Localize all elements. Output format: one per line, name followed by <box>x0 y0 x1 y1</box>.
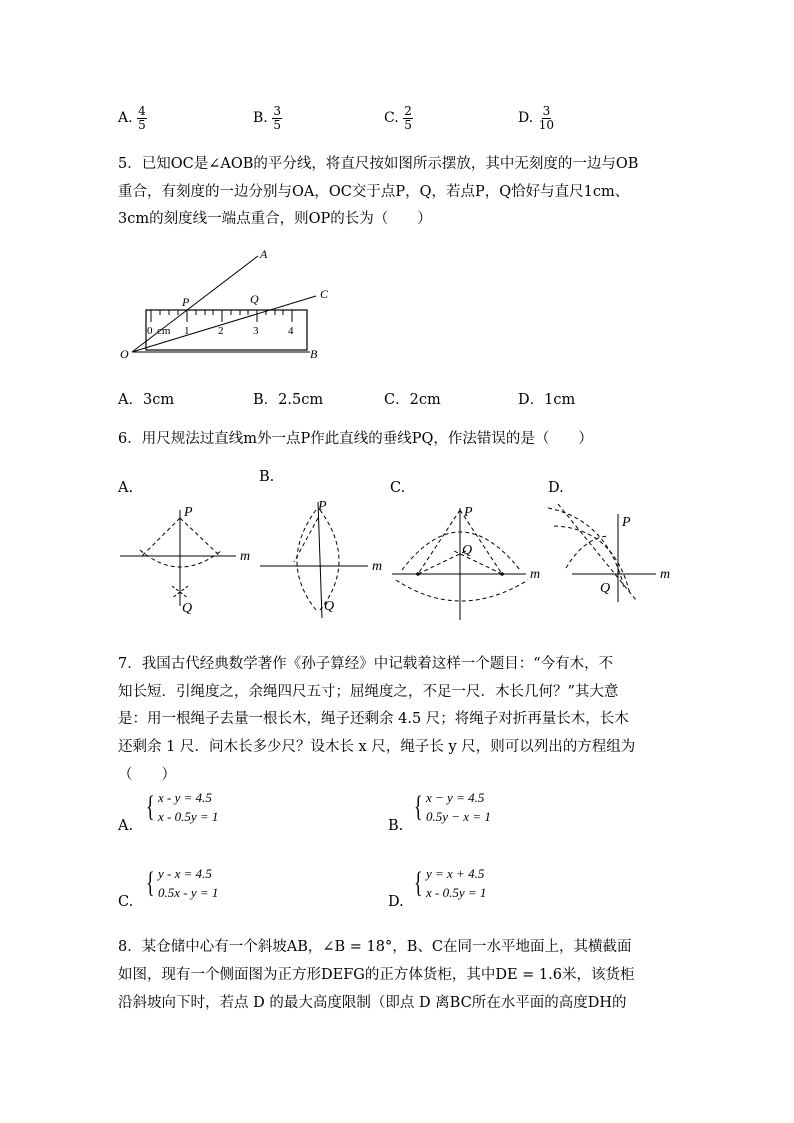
svg-text:Q: Q <box>600 581 611 596</box>
ruler-unit: cm <box>157 325 171 337</box>
q4-option-d: D. $\frac{3}{10}$ <box>518 103 555 132</box>
q6-option-a-label: A. <box>118 480 134 496</box>
label-p: P <box>182 295 190 309</box>
q8-line-1: 8．某仓储中心有一个斜坡AB，∠B = 18°，B、C在同一水平地面上，其横截面 <box>118 939 632 955</box>
label-a: A <box>260 247 268 261</box>
q4-option-a-fraction: $\frac{4}{5}$ <box>138 103 146 132</box>
label-c: C <box>320 287 329 301</box>
q5-option-d: D．1cm <box>518 392 576 408</box>
q7-line-5: （ ） <box>118 767 176 783</box>
label-o: O <box>120 347 129 361</box>
q5-ruler-figure <box>110 244 350 366</box>
svg-text:m: m <box>240 549 251 564</box>
svg-text:Q: Q <box>182 601 193 616</box>
q6-figure-b <box>258 492 388 622</box>
q8-line-2: 如图，现有一个侧面图为正方形DEFG的正方体货柜，其中DE = 1.6米，该货柜 <box>118 967 635 983</box>
q6-stem: 6．用尺规法过直线m外一点P作此直线的垂线PQ，作法错误的是（ ） <box>118 431 593 447</box>
q4-option-b: B. $\frac{3}{5}$ <box>253 103 281 132</box>
q6-option-c-label: C. <box>390 480 406 496</box>
svg-text:m: m <box>660 567 671 582</box>
q6-figure-c <box>388 498 548 623</box>
q5-option-a: A．3cm <box>118 392 175 408</box>
q7-option-b-system: { x − y = 4.5 0.5y − x = 1 <box>414 790 491 824</box>
q6-figure-a <box>114 498 264 618</box>
q4-option-a: A. $\frac{4}{5}$ <box>118 103 146 132</box>
label-b: B <box>310 347 318 361</box>
svg-text:m: m <box>530 567 541 582</box>
svg-text:P: P <box>318 499 327 514</box>
q5-line-1: 5．已知OC是∠AOB的平分线，将直尺按如图所示摆放，其中无刻度的一边与OB <box>118 156 639 172</box>
label-q: Q <box>250 292 259 306</box>
q8-line-3: 沿斜坡向下时，若点 D 的最大高度限制（即点 D 离BC所在水平面的高度DH的 <box>118 995 627 1011</box>
svg-text:P: P <box>622 515 631 530</box>
q7-line-1: 7．我国古代经典数学著作《孙子算经》中记载着这样一个题目：“今有木，不 <box>118 656 614 672</box>
q5-option-b: B．2.5cm <box>253 392 324 408</box>
svg-text:P: P <box>184 505 193 520</box>
q6-option-d-label: D. <box>548 480 564 496</box>
q7-option-c-label: C. <box>118 894 134 910</box>
ray-oa <box>132 256 258 352</box>
q5-option-c: C．2cm <box>384 392 441 408</box>
ruler-tick-4: 4 <box>288 325 294 337</box>
q5-line-3: 3cm的刻度线一端点重合，则OP的长为（ ） <box>118 211 432 227</box>
q4-option-b-fraction: $\frac{3}{5}$ <box>273 103 281 132</box>
q7-option-c-system: { y - x = 4.5 0.5x - y = 1 <box>146 866 219 900</box>
q7-line-4: 还剩余 1 尺．问木长多少尺？设木长 x 尺，绳子长 y 尺，则可以列出的方程组为 <box>118 739 636 755</box>
q6-figure-d <box>544 498 684 608</box>
svg-text:Q: Q <box>462 543 473 558</box>
q4-option-c-fraction: $\frac{2}{5}$ <box>404 103 412 132</box>
q7-option-a-system: { x - y = 4.5 x - 0.5y = 1 <box>146 790 219 824</box>
ruler-tick-2: 2 <box>218 325 224 337</box>
ruler-tick-0: 0 <box>147 325 153 337</box>
q6-option-b-label: B. <box>259 469 275 485</box>
q5-line-2: 重合，有刻度的一边分别与OA，OC交于点P，Q，若点P，Q恰好与直尺1cm、 <box>118 184 630 200</box>
q4-option-d-fraction: $\frac{3}{10}$ <box>538 103 555 132</box>
q4-option-c: C. $\frac{2}{5}$ <box>384 103 412 132</box>
q7-option-d-label: D. <box>388 894 404 910</box>
svg-text:P: P <box>464 505 473 520</box>
ruler-tick-1: 1 <box>184 325 190 337</box>
q7-option-b-label: B. <box>388 818 404 834</box>
q7-line-3: 是：用一根绳子去量一根长木，绳子还剩余 4.5 尺；将绳子对折再量长木，长木 <box>118 711 629 727</box>
q7-option-d-system: { y = x + 4.5 x - 0.5y = 1 <box>414 866 487 900</box>
ruler-tick-3: 3 <box>253 325 259 337</box>
q7-option-a-label: A. <box>118 818 134 834</box>
q7-line-2: 知长短．引绳度之，余绳四尺五寸；屈绳度之，不足一尺．木长几何？”其大意 <box>118 684 619 700</box>
svg-text:Q: Q <box>324 599 335 614</box>
svg-text:m: m <box>372 559 383 574</box>
ray-oc <box>132 296 316 352</box>
